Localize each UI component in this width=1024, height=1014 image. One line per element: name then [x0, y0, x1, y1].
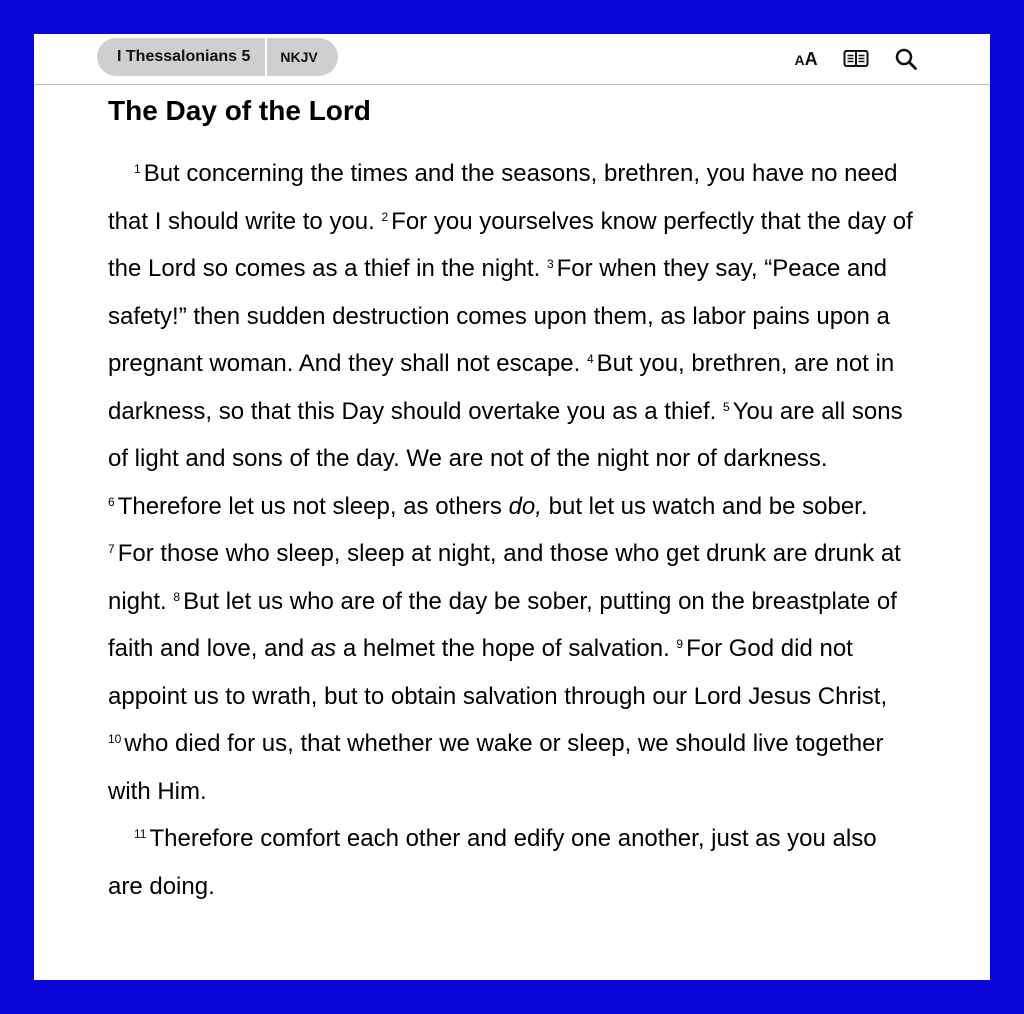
- verse-italic-text: as: [310, 635, 337, 662]
- verse-text: But let us who are of the day be sober, putting on the breastplate of faith and love, and: [108, 587, 897, 662]
- verse-text: a helmet the hope of salvation.: [336, 635, 677, 662]
- verse-11[interactable]: [108, 825, 877, 900]
- section-heading: The Day of the Lord: [108, 95, 371, 126]
- verse-text: For God did not appoint us to wrath, but to obtain salvation through our Lord Jesus Christ,: [108, 635, 888, 710]
- search-icon[interactable]: [893, 46, 919, 72]
- book-icon[interactable]: [843, 46, 869, 72]
- verse-text: But you, brethren, are not in darkness, so that this Day should overtake you as a thief.: [108, 350, 895, 425]
- book-chapter-button[interactable]: I Thessalonians 5: [117, 48, 251, 65]
- toolbar-icons: [793, 46, 919, 72]
- top-toolbar: [34, 34, 990, 85]
- verse-text: For when they say, “Peace and safety!” then sudden destruction comes upon them, as labor pains upon a pregnant woman. And they shall not escape.: [108, 255, 890, 377]
- passage-content: [108, 92, 928, 910]
- verse-text: Therefore let us not sleep, as others: [117, 492, 509, 520]
- verse-number: 6: [108, 494, 115, 509]
- verse-6[interactable]: [108, 493, 868, 520]
- passage-paragraph: [108, 815, 916, 910]
- search-icon-svg: [894, 47, 918, 71]
- verse-text: You are all sons of light and sons of the day. We are not of the night nor of darkness.: [108, 397, 903, 472]
- verse-10[interactable]: [108, 730, 883, 805]
- passage-paragraph: [108, 150, 916, 815]
- passage-text: [108, 150, 928, 910]
- verse-number: 2: [381, 209, 389, 224]
- verse-text: Therefore comfort each other and edify one another, just as you also are doing.: [108, 825, 877, 900]
- verse-italic-text: do,: [508, 492, 542, 520]
- verse-number: 5: [723, 399, 730, 414]
- verse-number: 9: [676, 637, 684, 651]
- verse-text: but let us watch and be sober.: [541, 492, 868, 520]
- verse-number: 8: [173, 589, 181, 604]
- verse-number: 4: [586, 352, 594, 366]
- passage-selector: [97, 38, 338, 76]
- reader-window: [34, 34, 990, 980]
- verse-number: 1: [134, 162, 141, 176]
- text-size-icon[interactable]: [793, 46, 819, 72]
- book-icon-svg: [843, 49, 869, 69]
- verse-number: 7: [108, 542, 115, 556]
- verse-number: 10: [108, 732, 122, 746]
- verse-number: 3: [546, 257, 554, 271]
- verse-text: who died for us, that whether we wake or sleep, we should live together with Him.: [108, 730, 884, 805]
- version-button[interactable]: NKJV: [280, 49, 318, 65]
- text-size-label: AA: [794, 48, 818, 69]
- verse-text: For those who sleep, sleep at night, and those who get drunk are drunk at night.: [108, 540, 901, 615]
- verse-text: But concerning the times and the seasons, brethren, you have no need that I should write to you.: [108, 160, 898, 235]
- verse-text: For you yourselves know perfectly that the day of the Lord so comes as a thief in the night.: [108, 207, 913, 282]
- verse-number: 11: [134, 827, 147, 841]
